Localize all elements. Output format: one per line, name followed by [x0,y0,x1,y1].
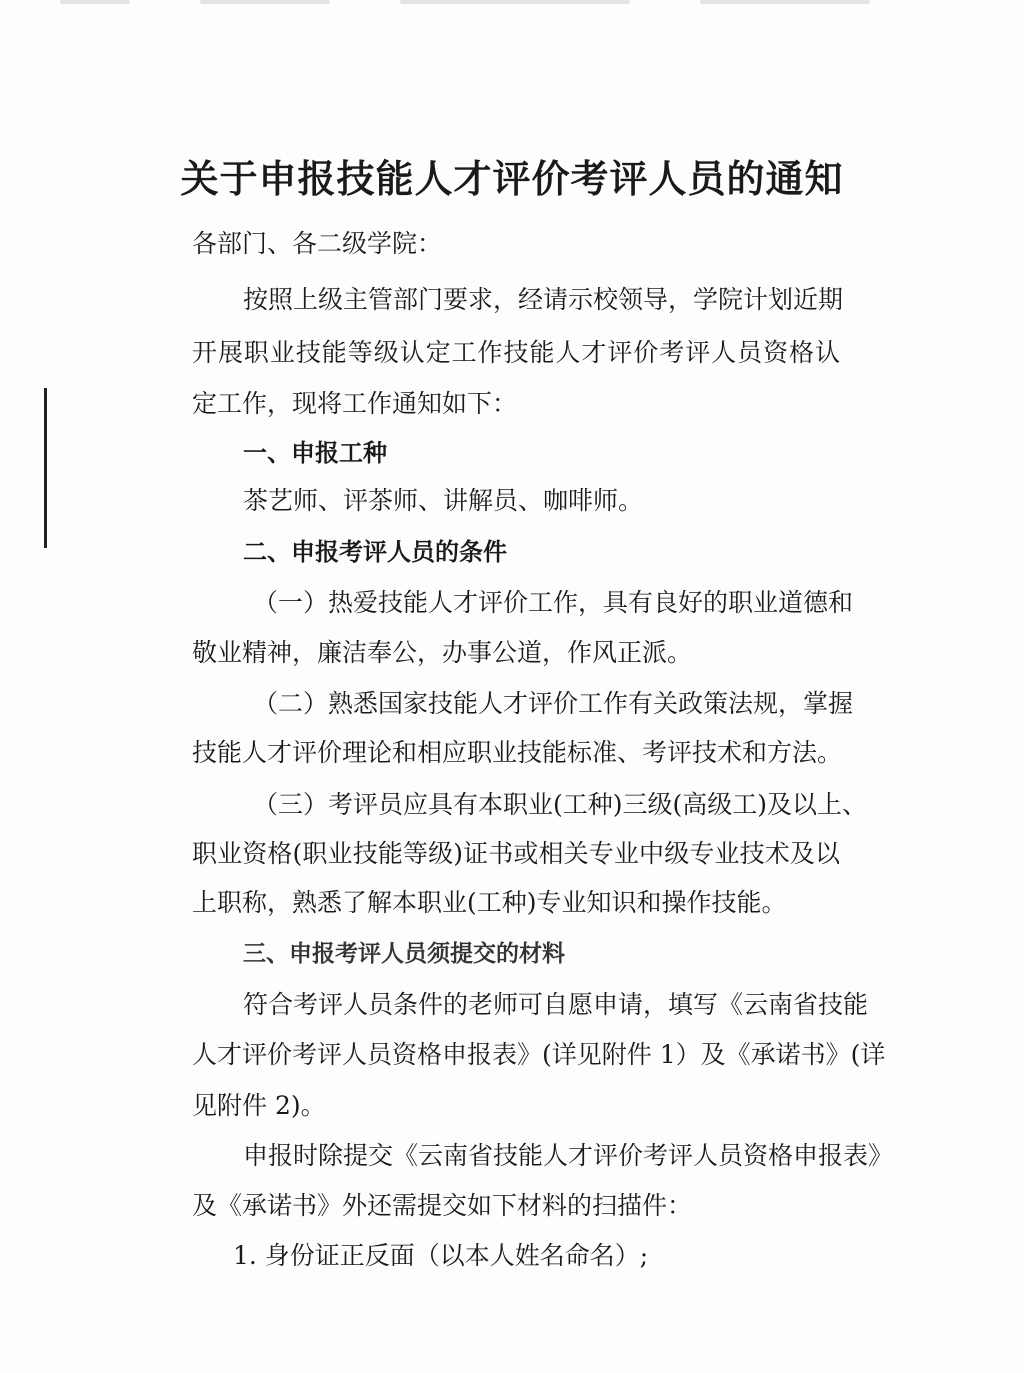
intro-line: 按照上级主管部门要求，经请示校领导，学院计划近期 [243,285,844,314]
materials-para-1: 符合考评人员条件的老师可自愿申请，填写《云南省技能 [243,990,869,1019]
materials-para-2-cont: 及《承诺书》外还需提交如下材料的扫描件： [192,1191,693,1220]
intro-line: 定工作，现将工作通知如下： [192,389,518,418]
section-heading-1: 一、申报工种 [243,439,387,467]
materials-list-item: 1. 身份证正反面（以本人姓名命名）; [233,1241,649,1270]
materials-para-1-cont: 见附件 2)。 [192,1091,326,1120]
materials-para-1-cont: 人才评价考评人员资格申报表》(详见附件 1）及《承诺书》(详 [192,1040,886,1069]
document-title: 关于申报技能人才评价考评人员的通知 [180,156,844,201]
condition-item-3-cont: 上职称，熟悉了解本职业(工种)专业知识和操作技能。 [192,888,787,917]
condition-item-2-cont: 技能人才评价理论和相应职业技能标准、考评技术和方法。 [192,738,843,767]
binding-mark [44,388,47,548]
section-heading-3: 三、申报考评人员须提交的材料 [243,941,565,967]
salutation: 各部门、各二级学院： [192,229,443,258]
condition-item-2: （二）熟悉国家技能人才评价工作有关政策法规，掌握 [253,689,854,718]
section-heading-2: 二、申报考评人员的条件 [243,538,507,566]
condition-item-3-cont: 职业资格(职业技能等级)证书或相关专业中级专业技术及以 [192,839,840,868]
materials-para-2: 申报时除提交《云南省技能人才评价考评人员资格申报表》 [243,1141,894,1170]
scan-top-edge [0,0,1024,8]
condition-item-1-cont: 敬业精神，廉洁奉公，办事公道，作风正派。 [192,638,693,667]
section1-text: 茶艺师、评茶师、讲解员、咖啡师。 [243,486,644,515]
condition-item-3: （三）考评员应具有本职业(工种)三级(高级工)及以上、 [253,790,868,819]
condition-item-1: （一）热爱技能人才评价工作，具有良好的职业道德和 [253,588,854,617]
intro-line: 开展职业技能等级认定工作技能人才评价考评人员资格认 [192,338,840,367]
